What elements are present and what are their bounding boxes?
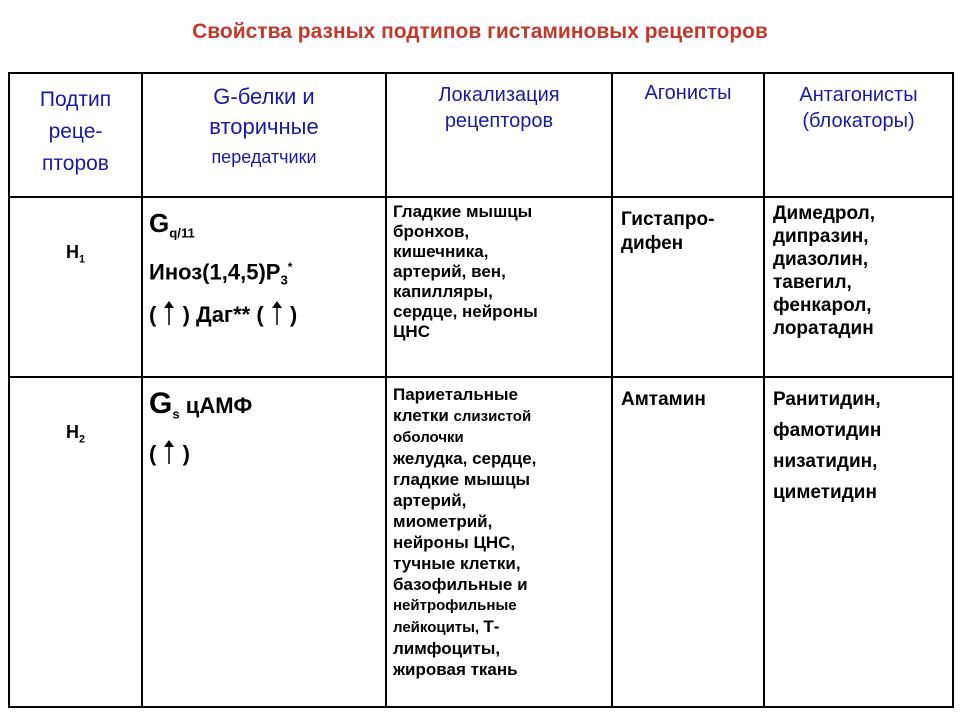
slide-title: Свойства разных подтипов гистаминовых рецепторов: [192, 20, 768, 43]
header-gprotein: G-белки и вторичные передатчики: [142, 73, 386, 197]
header-subtype: Подтип реце- пторов: [9, 73, 142, 197]
header-row: [9, 73, 953, 197]
agonist-h1: Гистапро- дифен: [612, 197, 764, 377]
gprotein-h1: $G_{q/11}$ $Иноз(1,4,5)P_3^*$ ( ) Даг** ( ): [142, 197, 386, 377]
header-antagonists: Антагонисты (блокаторы): [764, 73, 953, 197]
gprotein-h2: $G_s$ цАМФ ( ): [142, 377, 386, 707]
table-row-h2: [9, 377, 953, 707]
header-localization: Локализация рецепторов: [386, 73, 612, 197]
header-agonists: Агонисты: [612, 73, 764, 197]
row-label-h1: $H_1$: [9, 197, 142, 377]
localization-h1: Гладкие мышцы бронхов, кишечника, артерий, вен, капилляры, сердце, нейроны ЦНС: [386, 197, 612, 377]
antagonists-h2: Ранитидин, фамотидин низатидин, циметидин: [764, 377, 953, 707]
up-arrow-icon: [162, 439, 176, 465]
up-arrow-icon: [270, 300, 284, 326]
row-label-h2: $H_2$: [9, 377, 142, 707]
table-row-h1: [9, 197, 953, 377]
up-arrow-icon: [162, 300, 176, 326]
localization-h2: Париетальные клетки слизистой оболочки желудка, сердце, гладкие мышцы артерий, миометрий, нейроны ЦНС, тучные клетки, базофильные и нейтрофильные лейкоциты, Т- лимфоциты, жировая ткань: [386, 377, 612, 707]
receptor-table: [8, 72, 954, 708]
antagonists-h1: Димедрол, дипразин, диазолин, тавегил, фенкарол, лоратадин: [764, 197, 953, 377]
agonist-h2: Амтамин: [612, 377, 764, 707]
